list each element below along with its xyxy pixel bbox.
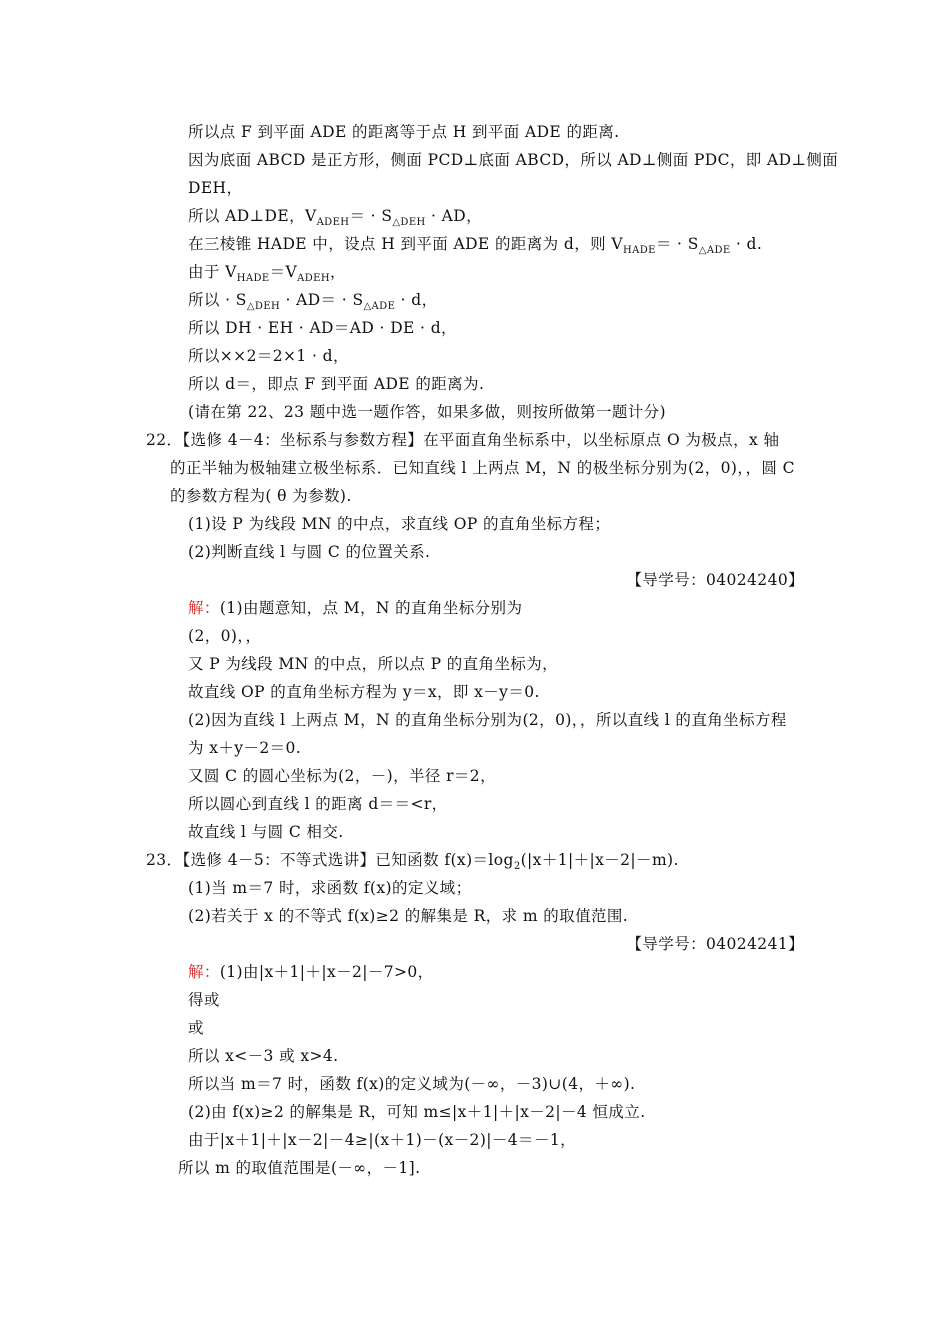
solution-label: 解： bbox=[188, 599, 220, 617]
solution-line: 或 bbox=[188, 1019, 204, 1037]
text-line: DEH， bbox=[188, 179, 243, 197]
text-line: 因为底面 ABCD 是正方形，侧面 PCD⊥底面 ABCD，所以 AD⊥侧面 PDC，即 AD⊥侧面 bbox=[188, 151, 839, 169]
question-22-line: 的正半轴为极轴建立极坐标系．已知直线 l 上两点 M，N 的极坐标分别为(2，0)，，圆 C bbox=[170, 459, 795, 477]
guide-number: 【导学号：04024240】 bbox=[626, 571, 804, 589]
guide-number: 【导学号：04024241】 bbox=[626, 935, 804, 953]
text-line: 所以 d＝，即点 F 到平面 ADE 的距离为. bbox=[188, 375, 485, 393]
solution-line: (2，0)，， bbox=[188, 627, 262, 645]
text-line: 所以 AD⊥DE，$V_{ADEH}= \cdot S_{\triangle DEH}$ · AD， bbox=[188, 207, 482, 229]
solution-line: 为 x＋y－2＝0. bbox=[188, 739, 302, 757]
solution-line: (2)由 f(x)≥2 的解集是 R，可知 m≤|x＋1|＋|x－2|－4 恒成立. bbox=[188, 1103, 646, 1121]
solution-line: 解：(1)由题意知，点 M，N 的直角坐标分别为 bbox=[188, 599, 523, 617]
text-line: 由于 $V_{HADE}=V_{ADEH}$， bbox=[188, 263, 346, 285]
question-23-part: (1)当 m＝7 时，求函数 f(x)的定义域； bbox=[188, 879, 472, 897]
text-line: 所以××2＝2×1 · d， bbox=[188, 347, 349, 365]
solution-line: 所以 m 的取值范围是(－∞，－1]. bbox=[178, 1159, 421, 1177]
question-22-part: (1)设 P 为线段 MN 的中点，求直线 OP 的直角坐标方程； bbox=[188, 515, 611, 533]
text-line: 在三棱锥 HADE 中，设点 H 到平面 ADE 的距离为 d，则 $V_{HADE}= \cdot S_{\triangle ADE} \cdot d$. bbox=[188, 235, 763, 257]
text-line: 所以点 F 到平面 ADE 的距离等于点 H 到平面 ADE 的距离. bbox=[188, 123, 620, 141]
solution-line: 所以 x<－3 或 x>4. bbox=[188, 1047, 339, 1065]
question-22-part: (2)判断直线 l 与圆 C 的位置关系. bbox=[188, 543, 431, 561]
question-22-line: 22．【选修 4－4：坐标系与参数方程】在平面直角坐标系中，以坐标原点 O 为极点，x 轴 bbox=[146, 431, 780, 449]
solution-line: 故直线 OP 的直角坐标方程为 y＝x，即 x－y＝0. bbox=[188, 683, 540, 701]
solution-label: 解： bbox=[188, 963, 220, 981]
solution-line: 解：(1)由|x＋1|＋|x－2|－7>0， bbox=[188, 963, 434, 981]
text-line: 所以 DH · EH · AD＝AD · DE · d， bbox=[188, 319, 457, 337]
solution-line: 又圆 C 的圆心坐标为(2，－)，半径 r＝2， bbox=[188, 767, 496, 785]
solution-line: 所以圆心到直线 l 的距离 d＝＝<r， bbox=[188, 795, 448, 813]
solution-line: 由于|x＋1|＋|x－2|－4≥|(x＋1)－(x－2)|－4＝－1， bbox=[188, 1131, 577, 1149]
text-line: 所以 · $S_{\triangle DEH} \cdot AD= \cdot S_{\triangle ADE} \cdot d$， bbox=[188, 291, 438, 313]
solution-line: 又 P 为线段 MN 的中点，所以点 P 的直角坐标为， bbox=[188, 655, 559, 673]
solution-line: 所以当 m＝7 时，函数 f(x)的定义域为(－∞，－3)∪(4，＋∞). bbox=[188, 1075, 636, 1093]
solution-line: 故直线 l 与圆 C 相交. bbox=[188, 823, 344, 841]
solution-line: (2)因为直线 l 上两点 M，N 的直角坐标分别为(2，0)，，所以直线 l 的直角坐标方程 bbox=[188, 711, 787, 729]
note-line: (请在第 22、23 题中选一题作答，如果多做，则按所做第一题计分) bbox=[188, 403, 666, 421]
question-23-part: (2)若关于 x 的不等式 f(x)≥2 的解集是 R，求 m 的取值范围. bbox=[188, 907, 629, 925]
solution-line: 得或 bbox=[188, 991, 220, 1009]
question-23-line: 23．【选修 4－5：不等式选讲】已知函数 $f(x)=\log_2(|x+1|+|x-2|-m)$. bbox=[146, 851, 679, 873]
question-22-line: 的参数方程为( θ 为参数). bbox=[170, 487, 352, 505]
